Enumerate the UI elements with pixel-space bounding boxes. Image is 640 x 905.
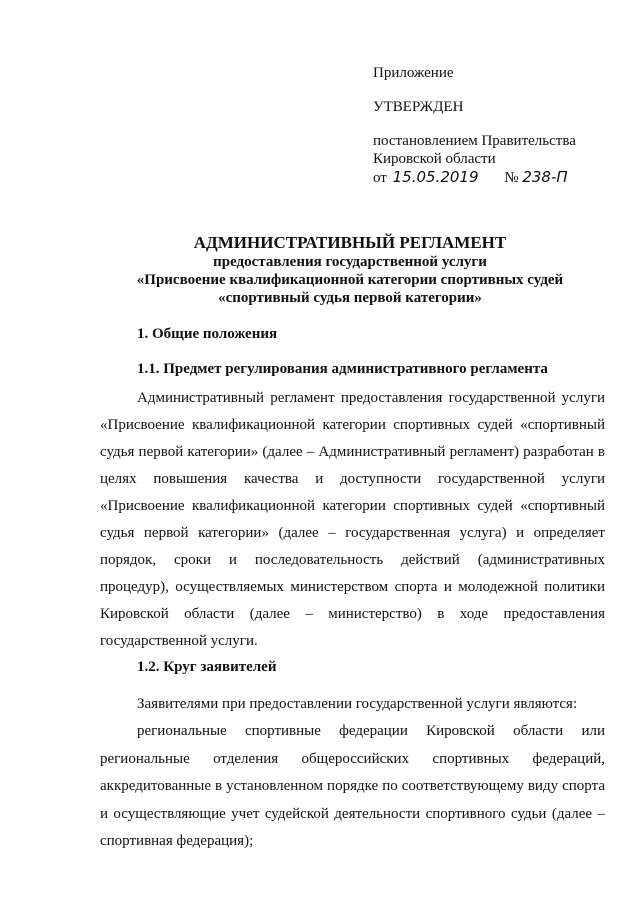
applicants-intro: Заявителями при предоставлении государственной услуги являются: (137, 696, 578, 712)
document-title (100, 232, 600, 307)
approval-block (373, 64, 623, 187)
number-prefix: № (504, 170, 519, 186)
appendix-label: Приложение (373, 65, 454, 81)
decree-date-number (373, 168, 623, 187)
decree-line-2: Кировской области (373, 151, 496, 167)
title-line-4: «спортивный судья первой категории» (218, 290, 482, 306)
decree-line-1: постановлением Правительства (373, 133, 576, 149)
title-line-1: АДМИНИСТРАТИВНЫЙ РЕГЛАМЕНТ (193, 233, 507, 252)
date-prefix: от (373, 170, 387, 186)
section-general-heading: 1. Общие положения (137, 326, 278, 342)
section-applicants-heading: 1.2. Круг заявителей (137, 659, 277, 675)
subject-paragraph: Административный регламент предоставления государственной услуги «Присвоение квалификационной категории спортивных судей «спортивный судья первой категории» (далее – Административный регламент) разработан в целях повышения качества и доступности государственной услуги «Присвоение квалификационной категории спортивных судей «спортивный судья первой категории» (далее – государственная услуга) и определяет порядок, сроки и последовательность действий (административных процедур), осуществляемых министерством спорта и молодежной политики Кировской области (далее – министерство) в ходе предоставления государственной услуги. (100, 390, 605, 649)
applicants-paragraph: региональные спортивные федерации Кировской области или региональные отделения общероссийских спортивных федераций, аккредитованные в установленном порядке по соответствующему виду спорта и осуществляющие учет судейской деятельности спортивного судьи (далее – спортивная федерация); (100, 723, 605, 849)
decree-date: 15.05.2019 (392, 168, 479, 186)
approved-label: УТВЕРЖДЕН (373, 99, 464, 115)
section-subject-heading: 1.1. Предмет регулирования административного регламента (137, 361, 548, 377)
title-line-3: «Присвоение квалификационной категории спортивных судей (136, 272, 564, 288)
decree-number: 238-П (522, 168, 568, 186)
title-line-2: предоставления государственной услуги (213, 254, 487, 270)
